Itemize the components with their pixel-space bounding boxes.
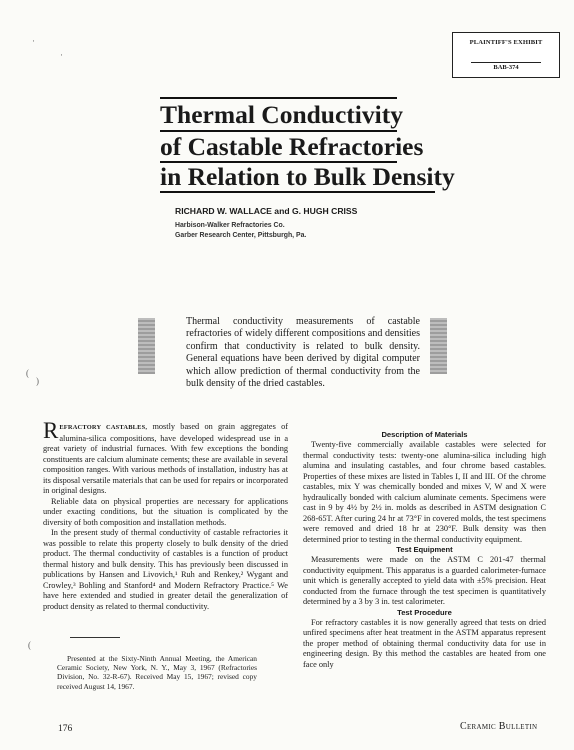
scan-speck: · bbox=[32, 36, 35, 46]
body-paragraph: Measurements were made on the ASTM C 201-47 thermal conductivity equipment. This apparatus is a guarded calorimeter-furnace unit which is generally accepted to yield data with ±5% precision. Heat conducted from the furnace through the test specimen is quantitatively determined by a 3 by 3 in. test calorimeter. bbox=[303, 555, 546, 606]
punch-hole-mark: ( bbox=[28, 640, 31, 650]
abstract-shade-bar-left bbox=[138, 318, 155, 374]
title-line-2: of Castable Refractories bbox=[160, 132, 424, 161]
footnote-text: Presented at the Sixty-Ninth Annual Meeting, the American Ceramic Society, New York, N. Y., May 3, 1967 (Refractories Division, No. 32-R-67). Received May 15, 1967; revised copy received August 14, 1967. bbox=[57, 654, 257, 691]
left-column bbox=[43, 418, 289, 612]
title-line-1: Thermal Conductivity bbox=[160, 100, 403, 129]
abstract-shade-bar-right bbox=[430, 318, 447, 374]
affiliation-line: Garber Research Center, Pittsburgh, Pa. bbox=[175, 232, 307, 239]
intro-paragraph bbox=[43, 418, 289, 497]
section-heading: Description of Materials bbox=[381, 430, 468, 439]
body-paragraph: For refractory castables it is now generally agreed that tests on dried unfired specimens after heat treatment in the ASTM apparatus represent the proper method of obtaining thermal conductivity data for use in engineering design. By this method the castables are heated from one face only bbox=[303, 617, 546, 669]
drop-cap: R bbox=[43, 418, 59, 443]
footnote-rule bbox=[70, 637, 120, 638]
body-paragraph: In the present study of thermal conductivity of castable refractories it was possible to relate this property closely to bulk density of the dried product. The thermal conductivity of castables is a function of product thermal history and bulk density. This has previously been discussed in publications by Hansen and Livovich,¹ Ruh and Renkey,² Wygant and Crowley,³ Bohling and Stanford⁴ and Modern Refractory Practice.⁵ We have here extended and studied in greater detail the generalization of product density as related to thermal conductivity. bbox=[43, 528, 288, 611]
footnote bbox=[57, 654, 257, 691]
affiliation-line: Harbison-Walker Refractories Co. bbox=[175, 222, 285, 229]
section-heading: Test Equipment bbox=[396, 545, 453, 554]
journal-name: Ceramic Bulletin bbox=[460, 721, 538, 732]
page-number: 176 bbox=[58, 724, 73, 734]
intro-text: mostly based on grain aggregates of alumina-silica compositions, have developed widespread use in a great variety of industrial furnaces. With few exceptions the bonding constituents are calcium aluminate cements; these are available in several composition ranges. With various methods of installation, industry has at its disposal versatile materials that can be used for repairs or incorporated in original designs. bbox=[43, 422, 289, 495]
exhibit-id: BAB-374 bbox=[493, 64, 519, 71]
punch-hole-mark: ( bbox=[26, 368, 29, 378]
author-line: RICHARD W. WALLACE and G. HUGH CRISS bbox=[175, 206, 358, 216]
section-heading: Test Procedure bbox=[397, 607, 452, 617]
title-rule bbox=[160, 97, 397, 99]
abstract: Thermal conductivity measurements of castable refractories of widely different compositions and densities confirm that conductivity is related to bulk density. General equations have been derived by digital computer which allow prediction of thermal conductivity from the bulk density of the dried castables. bbox=[186, 316, 420, 390]
exhibit-label: PLAINTIFF'S EXHIBIT bbox=[469, 39, 543, 46]
plaintiff-exhibit-stamp bbox=[452, 32, 560, 78]
title-rule bbox=[160, 191, 435, 193]
title-line-3: in Relation to Bulk Density bbox=[160, 162, 455, 191]
body-paragraph: Reliable data on physical properties are necessary for applications under exacting conditions, but the situation is complicated by the diversity of both composition and installation methods. bbox=[43, 496, 288, 527]
body-paragraph: Twenty-five commercially available castables were selected for thermal conductivity tests: twenty-one alumina-silica including high alumina and insulating castables, and four chrome based castables. Properties of these mixes are listed in Tables I, II and III. Of the chrome castables, mix Y was chemically bonded and mixes V, W and X were hydraulically bonded with calcium aluminate cements. Specimens were cast in 9 by 4½ by 2½ in. molds as described in ASTM designation C 268-65T. After curing 24 hr at 73°F in covered molds, the test specimens were removed and dried 18 hr at 230°F. Bulk density was then determined prior to testing in the thermal conductivity equipment. bbox=[303, 440, 546, 544]
right-column bbox=[303, 430, 546, 670]
lead-small-caps: EFRACTORY CASTABLES, bbox=[59, 424, 148, 431]
punch-hole-mark: ) bbox=[36, 376, 39, 386]
scan-speck: · bbox=[60, 50, 63, 60]
exhibit-divider bbox=[471, 62, 541, 63]
